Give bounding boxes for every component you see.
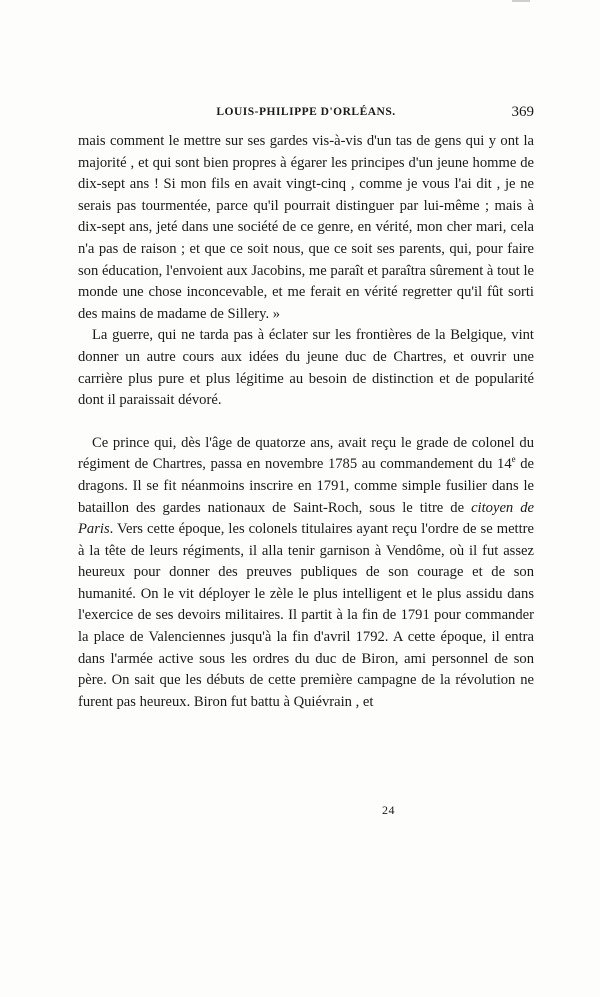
paragraph-war: La guerre, qui ne tarda pas à éclater sur les frontières de la Belgique, vint donner un autre cours aux idées du jeune duc de Chartres, et ouvrir une carrière plus pure et plus légitime au besoin de distinction et de popularité dont il paraissait dévoré. [78, 327, 534, 409]
signature-mark: 24 [382, 803, 395, 817]
paragraph-prince-part3: . Vers cette époque, les colonels titulaires ayant reçu l'ordre de se mettre à la tête de leurs régiments, il alla tenir garnison à Vendôme, où il fut assez heureux pour donner des preuves publiques de son courage et de son humanité. On le vit déployer le zèle le plus intelligent et le plus assidu dans l'exercice de ses devoirs militaires. Il partit à la fin de 1791 pour commander la place de Valenciennes jusqu'à la fin d'avril 1792. A cette époque, il entra dans l'armée active sous les ordres du duc de Biron, ami personnel de son père. On sait que les débuts de cette première campagne de la révolution ne furent pas heureux. Biron fut battu à Quiévrain , et [78, 521, 534, 710]
page-number: 369 [511, 104, 534, 120]
italic-citoyen-de-paris: citoyen de Paris [78, 499, 534, 538]
paragraph-prince-part1: Ce prince qui, dès l'âge de quatorze ans, avait reçu le grade de colonel du régiment de Chartres, passa en novembre 1785 au commandement du 14 [78, 434, 534, 473]
running-title: LOUIS-PHILIPPE D'ORLÉANS. [216, 106, 396, 118]
body-text [78, 131, 534, 713]
paragraph-letter-continuation: mais comment le mettre sur ses gardes vis-à-vis d'un tas de gens qui y ont la majorité , et qui sont bien propres à égarer les principes d'un jeune homme de dix-sept ans ! Si mon fils en avait vingt-cinq , comme je vous l'ai dit , je ne serais pas tourmentée, parce qu'il pourrait distinguer par lui-même ; mais à dix-sept ans, jeté dans une société de ce genre, en vérité, mon cher mari, cela n'a pas de raison ; et que ce soit nous, que ce soit ses parents, qui, pour faire son éducation, l'envoient aux Jacobins, me paraît et paraîtra sûrement à tout le monde une chose inconcevable, et me ferait en vérité regretter qu'il fût sorti des mains de madame de Sillery. » [78, 133, 534, 322]
ordinal-superscript: e [511, 454, 516, 465]
running-head [78, 104, 534, 126]
paragraph-prince-part2: de dragons. Il se fit néanmoins inscrire en 1791, comme simple fusilier dans le bataillon des gardes nationaux de Saint-Roch, sous le titre de [78, 456, 534, 516]
scan-edge-mark [512, 0, 530, 2]
paragraph-prince-career [78, 433, 534, 714]
